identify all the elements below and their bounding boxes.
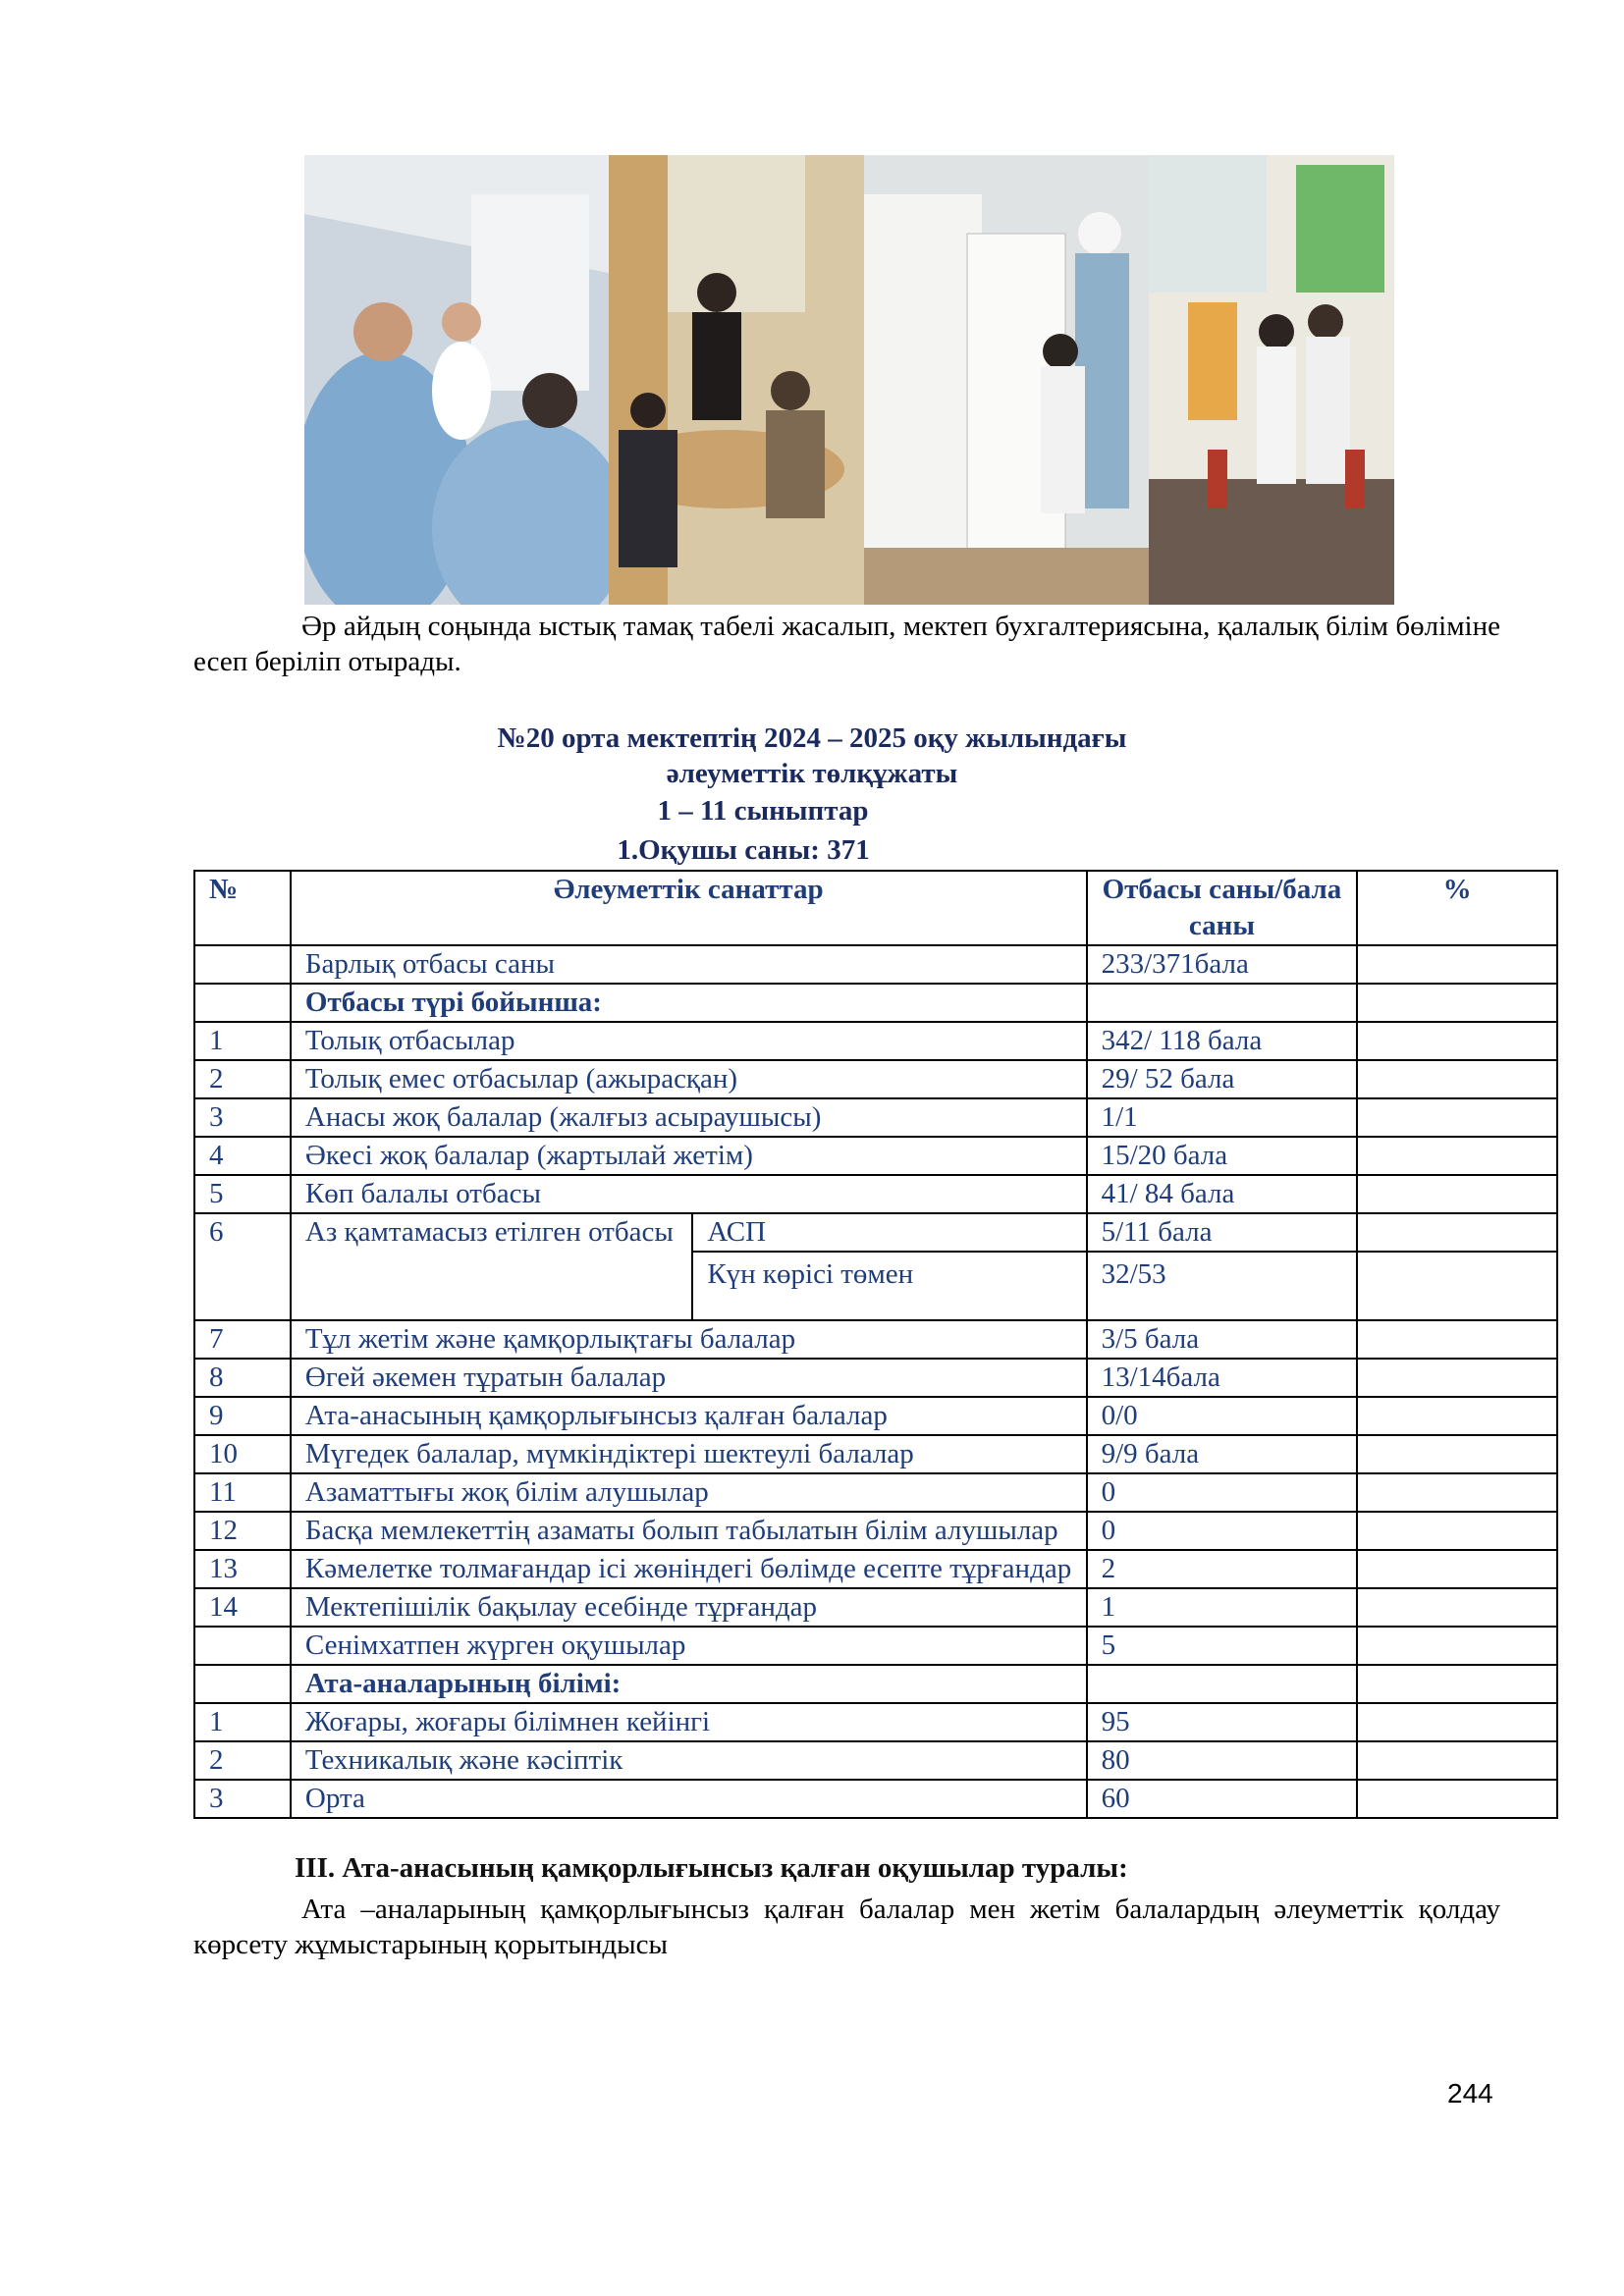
row-value: 0 — [1087, 1473, 1358, 1512]
table-row — [194, 1022, 1557, 1060]
sub-label-asp: АСП — [692, 1213, 1086, 1252]
section-heading: ІІІ. Ата-анасының қамқорлығынсыз қалған оқушылар туралы: — [295, 1852, 1128, 1884]
row-percent — [1357, 1665, 1557, 1703]
row-percent — [1357, 1252, 1557, 1320]
row-num: 5 — [194, 1175, 291, 1213]
title-line-2: әлеуметтік төлқұжаты — [666, 758, 958, 789]
row-percent — [1357, 1588, 1557, 1627]
intro-paragraph: Әр айдың соңында ыстық тамақ табелі жасалып, мектеп бухгалтериясына, қалалық білім бөліміне есеп беріліп отырады. — [193, 611, 1500, 677]
table-row — [194, 1550, 1557, 1588]
header-category: Әлеуметтік санаттар — [291, 871, 1087, 945]
row-label: Көп балалы отбасы — [291, 1175, 1087, 1213]
row-label: Барлық отбасы саны — [291, 945, 1087, 984]
row-label: Орта — [291, 1780, 1087, 1818]
table-row — [194, 984, 1557, 1022]
row-value: 342/ 118 бала — [1087, 1022, 1358, 1060]
table-header-row — [194, 871, 1557, 945]
row-percent — [1357, 1320, 1557, 1359]
row-percent — [1357, 1359, 1557, 1397]
table-row — [194, 1098, 1557, 1137]
header-percent: % — [1357, 871, 1557, 945]
closing-paragraph: Ата –аналарының қамқорлығынсыз қалған балалар мен жетім балалардың әлеуметтік қолдау көрсету жұмыстарының қорытындысы — [193, 1894, 1500, 1960]
table-row — [194, 1703, 1557, 1741]
row-value: 2 — [1087, 1550, 1358, 1588]
row-percent — [1357, 1627, 1557, 1665]
row-value: 41/ 84 бала — [1087, 1175, 1358, 1213]
row-num: 11 — [194, 1473, 291, 1512]
row-label: Әкесі жоқ балалар (жартылай жетім) — [291, 1137, 1087, 1175]
row-value — [1087, 1665, 1358, 1703]
table-row — [194, 1175, 1557, 1213]
photo-medical-staff — [304, 155, 609, 605]
row-value: 0/0 — [1087, 1397, 1358, 1435]
row-percent — [1357, 1098, 1557, 1137]
row-label: Мектепішілік бақылау есебінде тұрғандар — [291, 1588, 1087, 1627]
title-line-1: №20 орта мектептің 2024 – 2025 оқу жылындағы — [497, 722, 1127, 754]
row-num: 2 — [194, 1060, 291, 1098]
row-label: Мүгедек балалар, мүмкіндіктері шектеулі балалар — [291, 1435, 1087, 1473]
row-value: 1/1 — [1087, 1098, 1358, 1137]
row-num: 3 — [194, 1780, 291, 1818]
row-value: 9/9 бала — [1087, 1435, 1358, 1473]
table-row — [194, 945, 1557, 984]
row-label: Ата-анасының қамқорлығынсыз қалған балалар — [291, 1397, 1087, 1435]
title-line-3: 1 – 11 сыныптар — [657, 795, 869, 827]
row-label: Толық отбасылар — [291, 1022, 1087, 1060]
row-percent — [1357, 1703, 1557, 1741]
row-num — [194, 1627, 291, 1665]
row-label: Сенімхатпен жүрген оқушылар — [291, 1627, 1087, 1665]
row-percent — [1357, 1137, 1557, 1175]
table-row — [194, 1320, 1557, 1359]
row-label: Азаматтығы жоқ білім алушылар — [291, 1473, 1087, 1512]
row-value: 80 — [1087, 1741, 1358, 1780]
row-value: 60 — [1087, 1780, 1358, 1818]
row-num: 9 — [194, 1397, 291, 1435]
row-value: 15/20 бала — [1087, 1137, 1358, 1175]
row-label: Кәмелетке толмағандар ісі жөніндегі бөлімде есепте тұрғандар — [291, 1550, 1087, 1588]
row-label: Өгей әкемен тұратын балалар — [291, 1359, 1087, 1397]
row-num: 4 — [194, 1137, 291, 1175]
table-row — [194, 1435, 1557, 1473]
table-row — [194, 1665, 1557, 1703]
row-percent — [1357, 1741, 1557, 1780]
row-percent — [1357, 1397, 1557, 1435]
table-row — [194, 1137, 1557, 1175]
row-percent — [1357, 1473, 1557, 1512]
table-row — [194, 1588, 1557, 1627]
row-value: 3/5 бала — [1087, 1320, 1358, 1359]
social-passport-table — [193, 870, 1558, 1819]
row-label: Ата-аналарының білімі: — [291, 1665, 1087, 1703]
row-num — [194, 984, 291, 1022]
row-percent — [1357, 1060, 1557, 1098]
row-label: Басқа мемлекеттің азаматы болып табылатын білім алушылар — [291, 1512, 1087, 1550]
row-value: 5/11 бала — [1087, 1213, 1358, 1252]
row-num: 2 — [194, 1741, 291, 1780]
row-num — [194, 945, 291, 984]
table-row — [194, 1512, 1557, 1550]
row-num: 14 — [194, 1588, 291, 1627]
row-percent — [1357, 984, 1557, 1022]
photo-meeting-room — [609, 155, 864, 605]
table-row — [194, 1627, 1557, 1665]
row-value: 233/371бала — [1087, 945, 1358, 984]
table-row — [194, 1060, 1557, 1098]
row-value: 29/ 52 бала — [1087, 1060, 1358, 1098]
photo-collage — [304, 155, 1394, 605]
header-num: № — [194, 871, 291, 945]
row-num: 3 — [194, 1098, 291, 1137]
row-value: 13/14бала — [1087, 1359, 1358, 1397]
header-count: Отбасы саны/бала саны — [1087, 871, 1358, 945]
table-row — [194, 1473, 1557, 1512]
row-label: Толық емес отбасылар (ажырасқан) — [291, 1060, 1087, 1098]
row-num: 1 — [194, 1022, 291, 1060]
row-label: Отбасы түрі бойынша: — [291, 984, 1087, 1022]
row-num: 6 — [194, 1213, 291, 1320]
table-row — [194, 1741, 1557, 1780]
row-value: 1 — [1087, 1588, 1358, 1627]
row-percent — [1357, 1550, 1557, 1588]
row-percent — [1357, 1175, 1557, 1213]
row-label: Жоғары, жоғары білімнен кейінгі — [291, 1703, 1087, 1741]
row-label: Техникалық және кәсіптік — [291, 1741, 1087, 1780]
title-line-4: 1.Оқушы саны: 371 — [617, 834, 870, 866]
row-label: Аз қамтамасыз етілген отбасы — [291, 1213, 692, 1320]
page-number: 244 — [1447, 2078, 1493, 2109]
row-value: 5 — [1087, 1627, 1358, 1665]
row-percent — [1357, 1780, 1557, 1818]
table-row — [194, 1213, 1557, 1252]
row-percent — [1357, 1512, 1557, 1550]
row-value: 32/53 — [1087, 1252, 1358, 1320]
row-num: 7 — [194, 1320, 291, 1359]
row-percent — [1357, 1213, 1557, 1252]
row-num: 8 — [194, 1359, 291, 1397]
row-percent — [1357, 1022, 1557, 1060]
photo-dining-hall — [1149, 155, 1394, 605]
photo-kitchen-fridge — [864, 155, 1149, 605]
row-value: 0 — [1087, 1512, 1358, 1550]
row-value — [1087, 984, 1358, 1022]
table-row — [194, 1397, 1557, 1435]
row-label: Тұл жетім және қамқорлықтағы балалар — [291, 1320, 1087, 1359]
row-num: 13 — [194, 1550, 291, 1588]
row-num: 12 — [194, 1512, 291, 1550]
row-num: 10 — [194, 1435, 291, 1473]
row-num: 1 — [194, 1703, 291, 1741]
table-row — [194, 1780, 1557, 1818]
sub-label-low-income: Күн көрісі төмен — [692, 1252, 1086, 1320]
row-percent — [1357, 945, 1557, 984]
row-num — [194, 1665, 291, 1703]
table-row — [194, 1359, 1557, 1397]
row-label: Анасы жоқ балалар (жалғыз асыраушысы) — [291, 1098, 1087, 1137]
row-percent — [1357, 1435, 1557, 1473]
row-value: 95 — [1087, 1703, 1358, 1741]
